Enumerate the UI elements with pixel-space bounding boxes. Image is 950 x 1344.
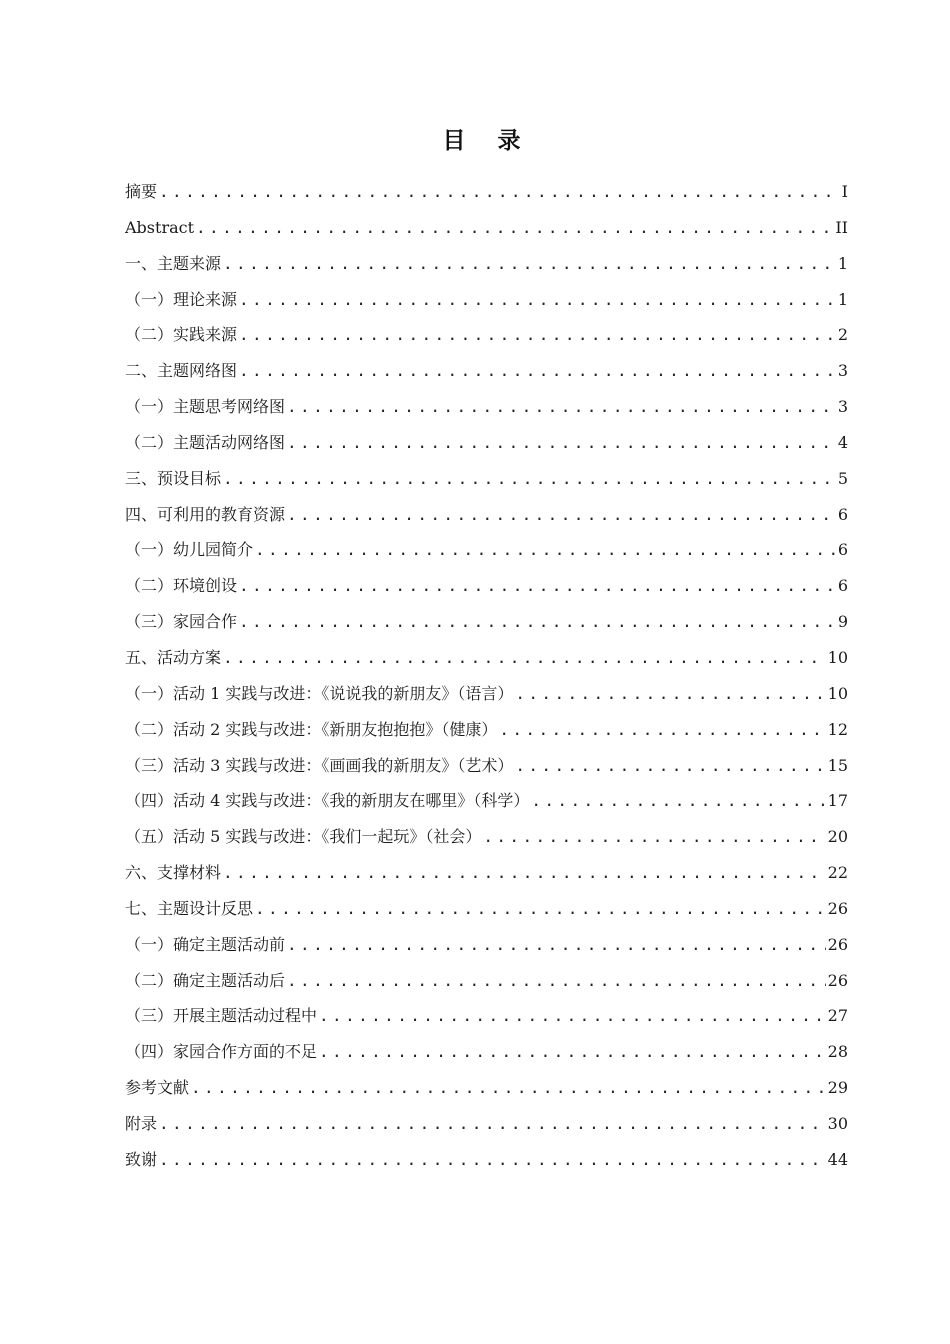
toc-entry-label: 二、主题网络图	[125, 361, 238, 381]
toc-page-number: 4	[837, 432, 848, 452]
toc-dot-leader	[223, 246, 836, 282]
toc-entry[interactable]	[125, 998, 848, 1034]
toc-entry[interactable]	[125, 497, 848, 533]
toc-entry[interactable]	[125, 353, 848, 389]
toc-dot-leader	[239, 317, 836, 353]
toc-entry-label: （一）确定主题活动前	[125, 934, 286, 954]
toc-dot-leader	[239, 568, 836, 604]
toc-dot-leader	[196, 210, 833, 246]
toc-entry-label: 五、活动方案	[125, 647, 222, 667]
toc-dot-leader	[159, 1106, 826, 1142]
toc-entry[interactable]	[125, 891, 848, 927]
toc-dot-leader	[515, 748, 825, 784]
toc-entry[interactable]	[125, 927, 848, 963]
toc-entry-label: （三）活动 3 实践与改进：《画画我的新朋友》（艺术）	[125, 755, 514, 775]
toc-entry[interactable]	[125, 1142, 848, 1178]
toc-entry-label: （一）幼儿园简介	[125, 540, 254, 560]
toc-entry-label: （二）活动 2 实践与改进：《新朋友抱抱抱》（健康）	[125, 719, 498, 739]
toc-entry[interactable]	[125, 819, 848, 855]
toc-entry-label: （五）活动 5 实践与改进：《我们一起玩》（社会）	[125, 827, 482, 847]
toc-page-number: 26	[827, 970, 848, 990]
toc-dot-leader	[223, 461, 836, 497]
toc-entry-label: （二）确定主题活动后	[125, 970, 286, 990]
toc-page-number: 1	[837, 289, 848, 309]
toc-entry-label: （一）活动 1 实践与改进：《说说我的新朋友》（语言）	[125, 683, 514, 703]
toc-page-number: 1	[837, 253, 848, 273]
toc-entry-label: （二）环境创设	[125, 576, 238, 596]
toc-dot-leader	[255, 891, 826, 927]
toc-dot-leader	[223, 640, 826, 676]
toc-entry[interactable]	[125, 855, 848, 891]
toc-entry[interactable]	[125, 712, 848, 748]
toc-page-number: 29	[827, 1078, 848, 1098]
toc-dot-leader	[223, 855, 826, 891]
toc-entry[interactable]	[125, 282, 848, 318]
toc-page-number: 6	[837, 576, 848, 596]
toc-entry-label: Abstract	[125, 217, 195, 237]
toc-page-number: 26	[827, 934, 848, 954]
toc-page-number: 6	[837, 504, 848, 524]
toc-entry-label: 摘要	[125, 182, 158, 201]
toc-entry-label: （二）实践来源	[125, 325, 238, 345]
toc-page-number: 6	[837, 540, 848, 560]
page-title: 目 录	[442, 128, 533, 154]
toc-dot-leader	[239, 282, 836, 318]
toc-entry-label: 致谢	[125, 1149, 158, 1169]
toc-page-number: 10	[827, 683, 848, 703]
toc-entry-label: （三）开展主题活动过程中	[125, 1006, 318, 1026]
toc-dot-leader	[159, 1142, 826, 1178]
toc-page-number: 5	[837, 468, 848, 488]
toc-page-number: 9	[837, 612, 848, 632]
toc-page-number: 3	[837, 361, 848, 381]
toc-dot-leader	[191, 1070, 826, 1106]
toc-page-number: 28	[827, 1042, 848, 1062]
toc-entry-label: 七、主题设计反思	[125, 898, 254, 918]
toc-dot-leader	[287, 425, 836, 461]
toc-page-number: 22	[827, 863, 848, 883]
toc-entry[interactable]	[125, 174, 848, 210]
toc-entry[interactable]	[125, 1034, 848, 1070]
toc-dot-leader	[159, 174, 840, 210]
toc-entry-label: 参考文献	[125, 1078, 190, 1098]
toc-page-number: 17	[827, 791, 848, 811]
toc-entry[interactable]	[125, 568, 848, 604]
toc-entry-label: （一）主题思考网络图	[125, 397, 286, 417]
toc-dot-leader	[319, 998, 826, 1034]
toc-dot-leader	[255, 532, 836, 568]
toc-page-number: 12	[827, 719, 848, 739]
toc-dot-leader	[287, 927, 826, 963]
toc-page-number: 20	[827, 827, 848, 847]
toc-dot-leader	[239, 353, 836, 389]
toc-page-number: 3	[837, 397, 848, 417]
toc-entry[interactable]	[125, 1106, 848, 1142]
toc-entry[interactable]	[125, 425, 848, 461]
toc-dot-leader	[287, 389, 836, 425]
toc-entry[interactable]	[125, 748, 848, 784]
toc-entry[interactable]	[125, 389, 848, 425]
toc-page-number: 15	[827, 755, 848, 775]
toc-dot-leader	[287, 497, 836, 533]
table-of-contents	[125, 174, 848, 1178]
toc-entry-label: 四、可利用的教育资源	[125, 504, 286, 524]
toc-entry[interactable]	[125, 461, 848, 497]
toc-entry-label: （四）活动 4 实践与改进：《我的新朋友在哪里》（科学）	[125, 791, 530, 811]
toc-page-number: 26	[827, 898, 848, 918]
toc-page-number: I	[841, 182, 848, 201]
toc-entry-label: 一、主题来源	[125, 253, 222, 273]
toc-entry-label: （四）家园合作方面的不足	[125, 1042, 318, 1062]
toc-page-number: 30	[827, 1113, 848, 1133]
toc-entry-label: （三）家园合作	[125, 612, 238, 632]
toc-page-number: 44	[827, 1149, 848, 1169]
toc-entry[interactable]	[125, 963, 848, 999]
toc-entry[interactable]	[125, 210, 848, 246]
toc-dot-leader	[531, 783, 825, 819]
toc-dot-leader	[499, 712, 825, 748]
toc-dot-leader	[239, 604, 836, 640]
toc-page-number: II	[835, 217, 848, 237]
toc-entry[interactable]	[125, 1070, 848, 1106]
toc-entry-label: （二）主题活动网络图	[125, 432, 286, 452]
toc-dot-leader	[515, 676, 825, 712]
toc-entry[interactable]	[125, 640, 848, 676]
toc-dot-leader	[483, 819, 825, 855]
toc-entry[interactable]	[125, 783, 848, 819]
toc-entry-label: （一）理论来源	[125, 289, 238, 309]
toc-dot-leader	[287, 963, 826, 999]
toc-entry-label: 六、支撑材料	[125, 863, 222, 883]
toc-page-number: 2	[837, 325, 848, 345]
toc-entry[interactable]	[125, 317, 848, 353]
toc-entry[interactable]	[125, 676, 848, 712]
toc-page-number: 27	[827, 1006, 848, 1026]
toc-entry[interactable]	[125, 532, 848, 568]
toc-page-number: 10	[827, 647, 848, 667]
toc-entry-label: 三、预设目标	[125, 468, 222, 488]
toc-entry[interactable]	[125, 604, 848, 640]
toc-entry-label: 附录	[125, 1113, 158, 1133]
toc-entry[interactable]	[125, 246, 848, 282]
toc-dot-leader	[319, 1034, 826, 1070]
